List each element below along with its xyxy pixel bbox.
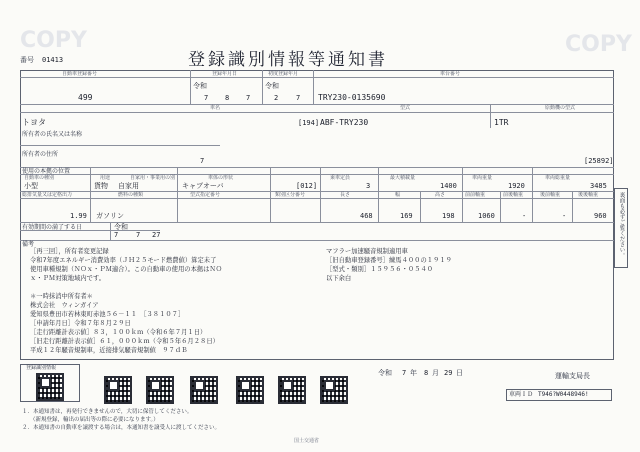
fuel-value: ガソリン xyxy=(96,212,124,220)
remark-left-line: 株式会社 ウィンガイア xyxy=(30,302,99,309)
label-first-reg: 初度登録年月 xyxy=(268,71,299,77)
expiry-era: 令和 xyxy=(114,223,128,231)
label-remarks: 備考 xyxy=(22,241,35,248)
remark-left-line: ［走行距離計表示値］８３，１００ｋｍ（令和６年７月１日） xyxy=(30,329,207,336)
qr-code-6 xyxy=(278,376,306,404)
label-vehicle-class: 自動車の種別 xyxy=(24,175,55,181)
remark-left-line: ［申請年月日］令和７年８月２９日 xyxy=(30,320,131,327)
qr-code-4 xyxy=(190,376,218,404)
qr-code-3 xyxy=(146,376,174,404)
remark-left-line: 令和7年度エネルギー消費効率（ＪＨ２５モード燃費値）算定未了 xyxy=(30,257,217,264)
label-displacement: 総排気量又は定格出力 xyxy=(22,192,73,198)
rear-front-value: - xyxy=(562,212,567,220)
qr-code-7 xyxy=(320,376,348,404)
label-use: 用途 xyxy=(100,175,111,181)
label-width: 幅 xyxy=(395,192,401,198)
remark-left-line: ｘ・ＰＭ対策地域内です。 xyxy=(30,275,106,282)
length-value: 468 xyxy=(360,212,373,220)
body-shape-value: キャブオーバ xyxy=(182,182,224,190)
label-capacity: 乗車定員 xyxy=(330,175,351,181)
side-note: 裏面も必ずご覧ください。 xyxy=(618,192,625,258)
reg-month: 8 xyxy=(225,94,230,102)
label-fuel: 燃料の種類 xyxy=(118,192,144,198)
remark-right-line: ［旧自動車登録番号］練馬４００の１９１９ xyxy=(326,257,452,264)
issue-year-unit: 年 xyxy=(410,369,417,377)
issue-month: 8 xyxy=(424,369,429,377)
label-reg-no: 自動車登録番号 xyxy=(62,71,98,77)
remark-right-line: 以下余白 xyxy=(326,275,352,282)
doc-number-label: 番号 xyxy=(20,56,34,64)
label-model-designation: 型式指定番号 xyxy=(190,192,221,198)
copy-watermark-right: COPY xyxy=(565,32,632,57)
model-value: ABF-TRY230 xyxy=(320,118,369,127)
note-2: （新規登録，輸出の届出等の際に必要になります。） xyxy=(30,417,159,423)
label-rear-front: 後前軸重 xyxy=(540,192,561,198)
vehicle-id-value: T946?W0448946! xyxy=(538,391,589,398)
bureau-name: 運輸支局長 xyxy=(555,372,590,380)
rear-rear-value: 960 xyxy=(594,212,607,220)
label-front-front: 前前軸重 xyxy=(465,192,486,198)
code-2: [25892] xyxy=(584,157,614,165)
qr-code-2 xyxy=(104,376,132,404)
body-code: [012] xyxy=(296,182,318,190)
note-1: １．本通知書は，再発行できませんので，大切に保管してください。 xyxy=(22,409,193,415)
front-rear-value: - xyxy=(522,212,527,220)
expiry-year: 7 xyxy=(114,231,119,239)
issue-era: 令和 xyxy=(378,369,392,377)
label-name: 車名 xyxy=(210,105,221,111)
vehicle-name: トヨタ xyxy=(22,118,46,127)
first-reg-month: 7 xyxy=(296,94,301,102)
label-owner-address: 所有者の住所 xyxy=(22,151,59,158)
remark-left-line: ［再三回］，所有者変更記録 xyxy=(30,248,109,255)
issue-day-unit: 日 xyxy=(456,369,463,377)
label-height: 高さ xyxy=(435,192,446,198)
engine-model-value: 1TR xyxy=(494,118,509,127)
expiry-month: 7 xyxy=(136,231,141,239)
label-private-business: 自家用・事業用の別 xyxy=(130,175,176,181)
label-chassis-no: 車台番号 xyxy=(440,71,461,77)
max-load-value: 1400 xyxy=(440,182,457,190)
copy-watermark-left: COPY xyxy=(20,28,87,53)
use-base-code: 7 xyxy=(200,157,205,165)
remark-right-line: マフラー加速騒音規制適用車 xyxy=(326,248,408,255)
issue-month-unit: 月 xyxy=(432,369,439,377)
qr-code-1 xyxy=(36,373,64,401)
remark-left-line: 平成１２年騒音規制車，近接排気騒音規制値 ９７ｄＢ xyxy=(30,347,188,354)
label-engine-model: 原動機の型式 xyxy=(545,105,576,111)
reg-year: 7 xyxy=(204,94,209,102)
vehicle-class-value: 小型 xyxy=(24,182,38,190)
width-value: 169 xyxy=(400,212,413,220)
label-gross-weight: 車両総重量 xyxy=(545,175,571,181)
label-use-base: 使用の本拠の位置 xyxy=(22,168,71,175)
gross-weight-value: 3485 xyxy=(590,182,607,190)
label-owner-name: 所有者の氏名又は名称 xyxy=(22,131,83,138)
issue-year: 7 xyxy=(402,369,407,377)
note-3: ２．本通知書の自動車を譲渡する場合は，本通知書を譲受人に渡してください。 xyxy=(22,425,221,431)
footer-ministry: 国土交通省 xyxy=(294,438,320,444)
issue-day: 29 xyxy=(444,369,453,377)
label-weight: 車両重量 xyxy=(472,175,493,181)
label-reg-date: 登録年月日 xyxy=(212,71,238,77)
height-value: 198 xyxy=(442,212,455,220)
first-reg-year: 2 xyxy=(274,94,279,102)
model-code: [194] xyxy=(298,119,320,127)
expiry-day: 27 xyxy=(152,231,161,239)
label-body-shape: 車体の形状 xyxy=(208,175,234,181)
reg-era: 令和 xyxy=(193,82,207,90)
label-rear-rear: 後後軸重 xyxy=(578,192,599,198)
front-front-value: 1060 xyxy=(478,212,495,220)
doc-number: 01413 xyxy=(42,56,64,64)
page-title: 登録識別情報等通知書 xyxy=(188,50,388,70)
first-reg-era: 令和 xyxy=(265,82,279,90)
label-front-rear: 前後軸重 xyxy=(503,192,524,198)
label-model: 型式 xyxy=(400,105,411,111)
reg-no-value: 499 xyxy=(78,93,93,102)
displacement-value: 1.99 xyxy=(70,212,87,220)
remark-right-line: ［型式・類別］１５９５６・０５４０ xyxy=(326,266,434,273)
capacity-value: 3 xyxy=(366,182,371,190)
label-category-no: 類別区分番号 xyxy=(275,192,306,198)
remark-left-line: ［旧走行距離計表示値］６１，０００ｋｍ（令和５年６月２８日） xyxy=(30,338,219,345)
label-max-load: 最大積載量 xyxy=(390,175,416,181)
remark-left-line: 使用車種規制（ＮＯｘ・ＰＭ適合）。この自動車の使用の本拠はＮＯ xyxy=(30,266,223,273)
label-expiry: 有効期間の満了する日 xyxy=(22,224,83,231)
reg-day: 7 xyxy=(246,94,251,102)
chassis-no-value: TRY230-0135690 xyxy=(318,93,386,102)
label-length: 長さ xyxy=(340,192,351,198)
vehicle-id-label: 車両ＩＤ xyxy=(509,391,534,398)
private-business-value: 自家用 xyxy=(118,182,139,190)
qr-code-5 xyxy=(236,376,264,404)
weight-value: 1920 xyxy=(508,182,525,190)
remark-left-line: 愛知県豊田市若林東町赤池５６－１１ ［３８１０７］ xyxy=(30,311,185,318)
qr-label: 登録識別情報 xyxy=(26,365,57,371)
use-value: 貨物 xyxy=(94,182,108,190)
remark-left-line: ＊一時抹消中所有者＊ xyxy=(30,293,93,300)
